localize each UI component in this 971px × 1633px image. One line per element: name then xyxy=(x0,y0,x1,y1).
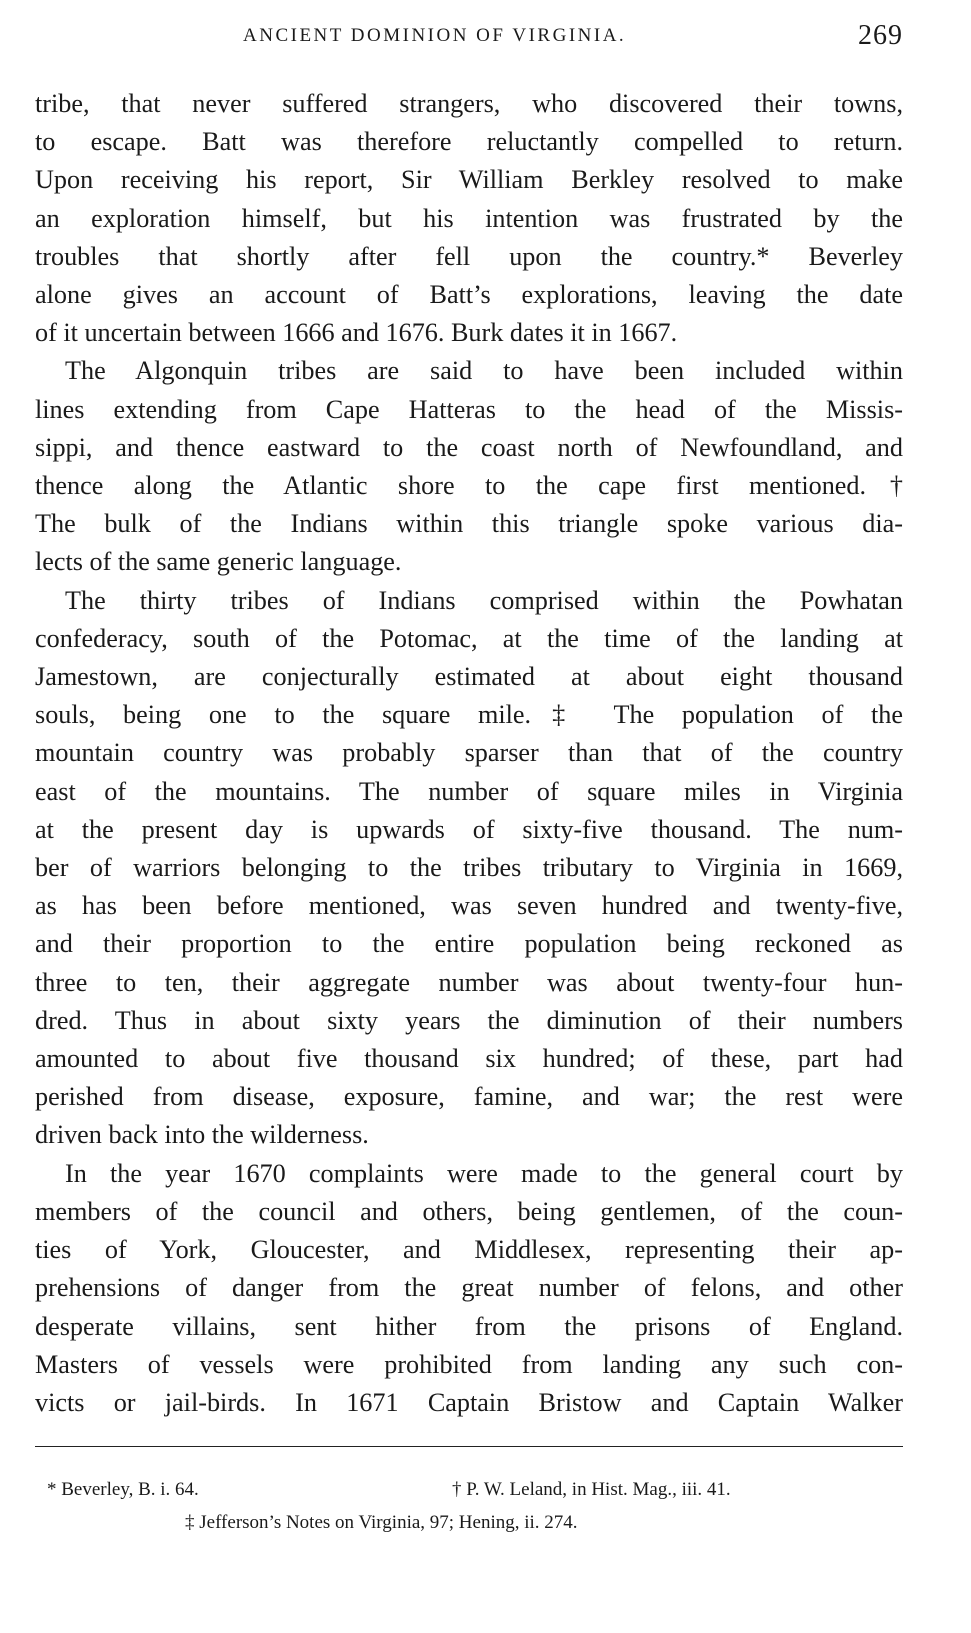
text-line: souls, being one to the square mile.‡ The population of the xyxy=(35,700,903,730)
text-line: Jamestown, are conjecturally estimated at about eight thousand xyxy=(35,662,903,692)
text-line: In the year 1670 complaints were made to the general court by xyxy=(65,1158,903,1188)
text-line: thence along the Atlantic shore to the cape first mentioned.† xyxy=(35,471,903,501)
text-line: ties of York, Gloucester, and Middlesex, representing their ap- xyxy=(35,1235,903,1265)
text-line: ber of warriors belonging to the tribes tributary to Virginia in 1669, xyxy=(35,853,903,883)
page-number: 269 xyxy=(858,20,903,51)
text-line: driven back into the wilderness. xyxy=(35,1120,369,1150)
book-page xyxy=(35,18,903,1537)
text-line: three to ten, their aggregate number was about twenty-four hun- xyxy=(35,967,903,997)
text-line: confederacy, south of the Potomac, at the time of the landing at xyxy=(35,623,903,653)
text-line: lines extending from Cape Hatteras to the head of the Missis- xyxy=(35,394,903,424)
text-line: troubles that shortly after fell upon the country.* Beverley xyxy=(35,241,903,271)
text-line: dred. Thus in about sixty years the diminution of their numbers xyxy=(35,1005,903,1035)
text-line: alone gives an account of Batt’s explorations, leaving the date xyxy=(35,280,903,310)
footnote-star: * Beverley, B. i. 64. xyxy=(47,1479,199,1501)
text-line: perished from disease, exposure, famine, and war; the rest were xyxy=(35,1082,903,1112)
text-line: and their proportion to the entire population being reckoned as xyxy=(35,929,903,959)
text-line: The Algonquin tribes are said to have been included within xyxy=(65,356,903,386)
body-text xyxy=(35,85,903,1422)
text-line: tribe, that never suffered strangers, who discovered their towns, xyxy=(35,89,903,118)
text-line: an exploration himself, but his intention was frustrated by the xyxy=(35,203,903,233)
paragraph xyxy=(35,352,903,581)
text-line: Masters of vessels were prohibited from landing any such con- xyxy=(35,1349,903,1379)
text-line: prehensions of danger from the great number of felons, and other xyxy=(35,1273,903,1303)
running-title: ANCIENT DOMINION OF VIRGINIA. xyxy=(243,25,627,46)
paragraph xyxy=(35,1155,903,1422)
text-line: amounted to about five thousand six hundred; of these, part had xyxy=(35,1044,903,1074)
text-line: of it uncertain between 1666 and 1676. Burk dates it in 1667. xyxy=(35,318,678,348)
text-line: The thirty tribes of Indians comprised within the Powhatan xyxy=(65,585,903,615)
text-line: lects of the same generic language. xyxy=(35,547,402,577)
footnote-dagger: † P. W. Leland, in Hist. Mag., iii. 41. xyxy=(452,1479,731,1501)
text-line: to escape. Batt was therefore reluctantly compelled to return. xyxy=(35,127,903,157)
text-line: Upon receiving his report, Sir William Berkley resolved to make xyxy=(35,165,903,195)
text-line: at the present day is upwards of sixty-five thousand. The num- xyxy=(35,814,903,844)
text-line: east of the mountains. The number of square miles in Virginia xyxy=(35,776,903,806)
paragraph xyxy=(35,85,903,352)
text-line: members of the council and others, being gentlemen, of the coun- xyxy=(35,1196,903,1226)
text-line: desperate villains, sent hither from the prisons of England. xyxy=(35,1311,903,1341)
running-head xyxy=(35,18,903,58)
paragraph xyxy=(35,582,903,1155)
text-line: victs or jail-birds. In 1671 Captain Bristow and Captain Walker xyxy=(35,1387,903,1417)
text-line: mountain country was probably sparser than that of the country xyxy=(35,738,903,768)
text-line: as has been before mentioned, was seven hundred and twenty-five, xyxy=(35,891,903,921)
text-line: sippi, and thence eastward to the coast north of Newfoundland, and xyxy=(35,432,903,462)
text-line: The bulk of the Indians within this triangle spoke various dia- xyxy=(35,509,903,539)
footnote-double-dagger: ‡ Jefferson’s Notes on Virginia, 97; Hening, ii. 274. xyxy=(185,1512,578,1534)
footnotes xyxy=(35,1447,903,1537)
